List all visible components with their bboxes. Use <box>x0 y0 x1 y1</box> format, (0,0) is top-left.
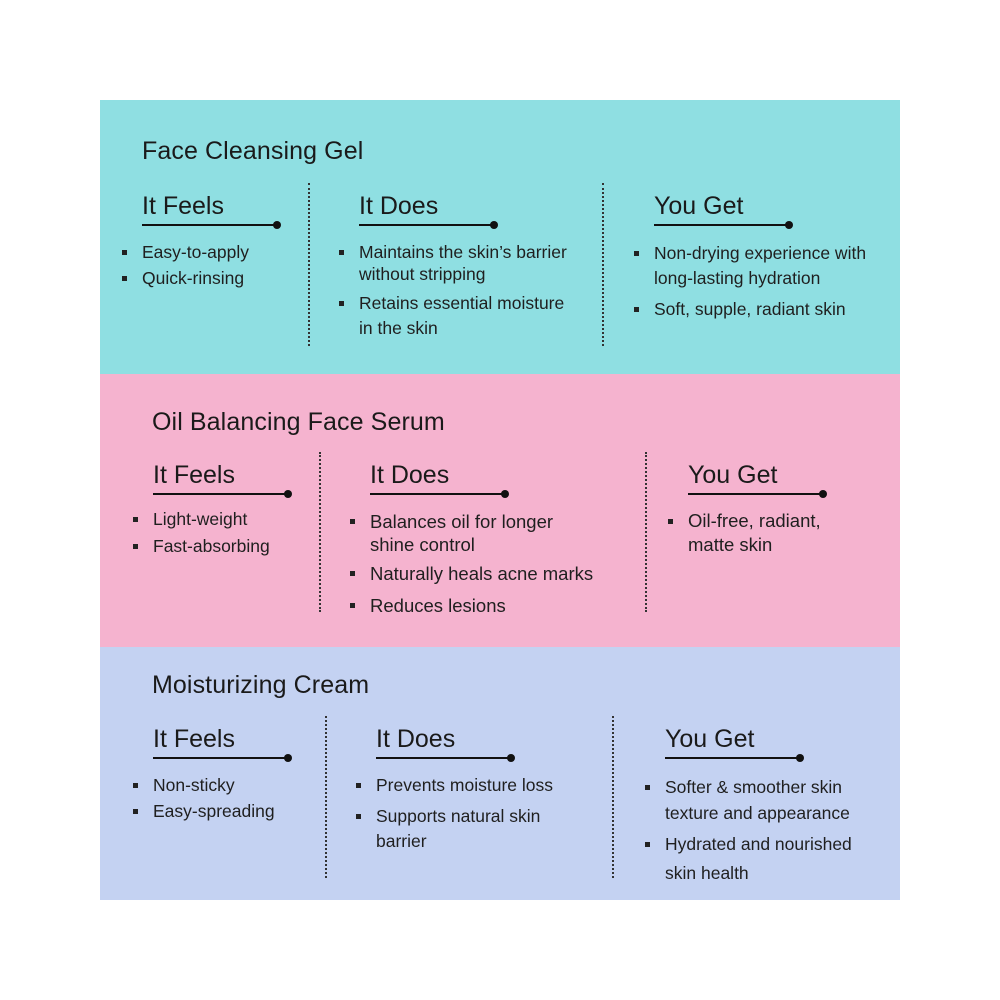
list-item: Easy-spreading <box>133 800 308 822</box>
section-title: Moisturizing Cream <box>152 671 370 699</box>
panel-face-cleansing-gel <box>100 100 900 374</box>
heading-underline <box>370 493 505 495</box>
heading-underline <box>153 757 288 759</box>
list-item: Maintains the skin’s barrier without stripping <box>339 241 579 285</box>
column-divider <box>325 716 327 878</box>
list-item: Soft, supple, radiant skin <box>634 297 884 322</box>
column-heading: It Does <box>370 461 450 489</box>
column-heading: You Get <box>688 461 778 489</box>
list-item: Oil-free, radiant, matte skin <box>668 509 843 557</box>
column-you-get <box>654 191 894 319</box>
list-item: Quick-rinsing <box>122 267 297 289</box>
column-divider <box>645 452 647 612</box>
feature-list <box>133 774 308 822</box>
list-item: Softer & smoother skin texture and appearance <box>645 774 875 826</box>
heading-underline <box>376 757 511 759</box>
heading-underline <box>142 224 277 226</box>
feature-list <box>668 509 843 557</box>
column-it-feels <box>153 724 318 821</box>
column-divider <box>319 452 321 612</box>
column-you-get <box>688 460 888 555</box>
column-divider <box>612 716 614 878</box>
column-you-get <box>665 724 895 883</box>
column-it-feels <box>142 191 302 288</box>
heading-underline <box>153 493 288 495</box>
section-title: Face Cleansing Gel <box>142 137 364 165</box>
list-item: Non-sticky <box>133 774 308 796</box>
heading-underline <box>654 224 789 226</box>
list-item: Light-weight <box>133 508 308 530</box>
column-heading: It Feels <box>153 725 235 753</box>
panel-moisturizing-cream <box>100 647 900 900</box>
column-divider <box>602 183 604 346</box>
column-heading: It Does <box>376 725 456 753</box>
feature-list <box>350 510 600 617</box>
column-heading: It Does <box>359 192 439 220</box>
list-item: Supports natural skin barrier <box>356 804 571 854</box>
list-item: Fast-absorbing <box>133 535 308 557</box>
list-item: Non-drying experience with long-lasting hydration <box>634 241 884 291</box>
column-it-does <box>359 191 599 338</box>
feature-list <box>356 774 571 854</box>
column-heading: It Feels <box>142 192 224 220</box>
list-item: Balances oil for longer shine control <box>350 510 600 556</box>
column-heading: You Get <box>654 192 744 220</box>
column-it-feels <box>153 460 313 556</box>
list-item: Retains essential moisture in the skin <box>339 291 579 341</box>
feature-list <box>133 508 308 557</box>
feature-list <box>634 241 884 322</box>
list-item: Naturally heals acne marks <box>350 562 600 585</box>
column-heading: You Get <box>665 725 755 753</box>
feature-list <box>645 774 875 888</box>
column-heading: It Feels <box>153 461 235 489</box>
heading-underline <box>665 757 800 759</box>
column-divider <box>308 183 310 346</box>
list-item: Easy-to-apply <box>122 241 297 263</box>
column-it-does <box>376 724 606 851</box>
list-item: Reduces lesions <box>350 594 600 617</box>
feature-list <box>122 241 297 289</box>
list-item: Hydrated and nourished skin health <box>645 830 875 888</box>
panel-oil-balancing-face-serum <box>100 374 900 647</box>
column-it-does <box>370 460 640 616</box>
list-item: Prevents moisture loss <box>356 774 571 796</box>
section-title: Oil Balancing Face Serum <box>152 408 445 436</box>
heading-underline <box>688 493 823 495</box>
heading-underline <box>359 224 494 226</box>
feature-list <box>339 241 579 341</box>
